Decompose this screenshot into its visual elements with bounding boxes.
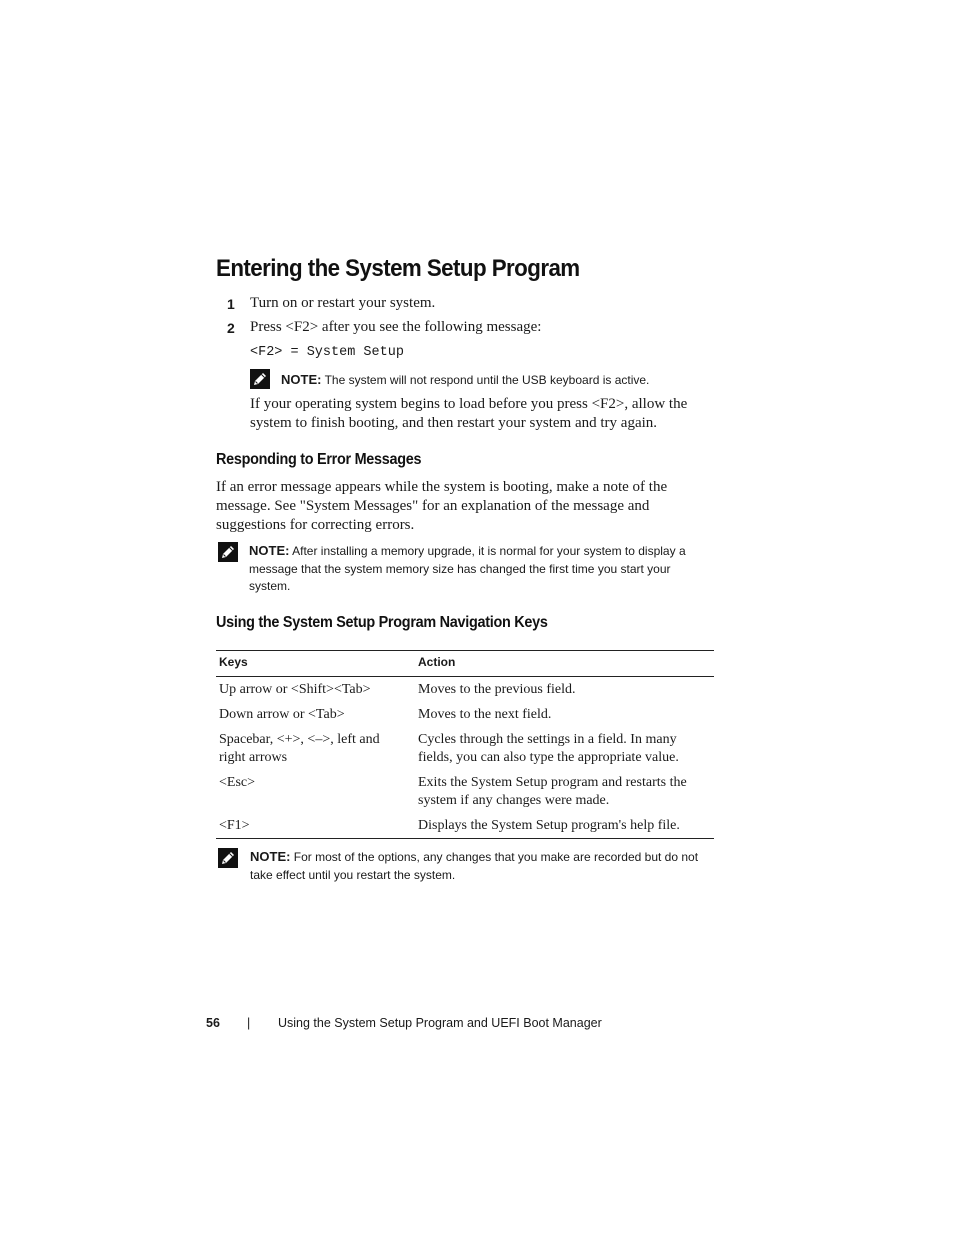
paragraph-line: message. See "System Messages" for an explanation of the message and <box>216 498 650 514</box>
system-message-code: <F2> = System Setup <box>250 345 404 360</box>
cell-line: Cycles through the settings in a field. In many <box>418 732 677 747</box>
step-text-2: Press <F2> after you see the following message: <box>250 319 542 335</box>
note-pencil-icon <box>218 848 238 868</box>
table-header-row <box>216 651 714 677</box>
paragraph-boot <box>250 395 720 433</box>
table-row <box>216 702 714 727</box>
cell-line: fields, you can also type the appropriate value. <box>418 750 679 765</box>
cell-line: <F1> <box>219 818 250 833</box>
note-usb-keyboard <box>281 371 721 390</box>
footer-chapter-title: Using the System Setup Program and UEFI Boot Manager <box>278 1016 602 1030</box>
table-row <box>216 727 714 770</box>
note-pencil-icon <box>250 369 270 389</box>
table-cell-action <box>415 702 714 727</box>
column-header-action: Action <box>415 651 714 677</box>
cell-line: system if any changes were made. <box>418 793 610 808</box>
step-number-1: 1 <box>227 296 235 312</box>
column-header-keys: Keys <box>216 651 415 677</box>
note-text: The system will not respond until the USB keyboard is active. <box>324 373 650 387</box>
table-cell-keys <box>216 727 415 770</box>
cell-line: Spacebar, <+>, <–>, left and <box>219 732 380 747</box>
note-text: system. <box>249 579 291 593</box>
note-label: NOTE: <box>281 372 322 387</box>
cell-line: right arrows <box>219 750 288 765</box>
note-pencil-icon <box>218 542 238 562</box>
step-text-1: Turn on or restart your system. <box>250 295 436 311</box>
table-cell-keys <box>216 702 415 727</box>
cell-line: Up arrow or <Shift><Tab> <box>219 682 371 697</box>
table-cell-keys <box>216 770 415 813</box>
paragraph-line: If your operating system begins to load before you press <F2>, allow the <box>250 396 688 412</box>
table-cell-action <box>415 727 714 770</box>
note-text: After installing a memory upgrade, it is normal for your system to display a <box>292 544 686 558</box>
note-label: NOTE: <box>249 543 290 558</box>
heading-navigation-keys: Using the System Setup Program Navigation Keys <box>216 614 548 631</box>
step-number-2: 2 <box>227 320 235 336</box>
note-text: take effect until you restart the system. <box>250 867 456 882</box>
cell-line: Moves to the next field. <box>418 707 552 722</box>
paragraph-line: suggestions for correcting errors. <box>216 517 415 533</box>
table-row <box>216 770 714 813</box>
table-cell-action <box>415 677 714 703</box>
paragraph-line: system to finish booting, and then restart your system and try again. <box>250 415 658 431</box>
cell-line: Displays the System Setup program's help file. <box>418 818 680 833</box>
cell-line: Down arrow or <Tab> <box>219 707 345 722</box>
table-row <box>216 677 714 703</box>
paragraph-error-messages <box>216 478 716 535</box>
cell-line: <Esc> <box>219 775 256 790</box>
page-number: 56 <box>206 1016 220 1030</box>
note-text: For most of the options, any changes that you make are recorded but do not <box>293 850 699 864</box>
note-text: message that the system memory size has changed the first time you start your <box>249 561 671 576</box>
note-options-restart <box>250 848 720 884</box>
note-label: NOTE: <box>250 849 291 864</box>
heading-error-messages: Responding to Error Messages <box>216 451 422 468</box>
cell-line: Moves to the previous field. <box>418 682 576 697</box>
paragraph-line: If an error message appears while the system is booting, make a note of the <box>216 479 668 495</box>
table-row <box>216 813 714 839</box>
navigation-keys-table <box>216 650 714 839</box>
table-cell-keys <box>216 677 415 703</box>
cell-line: Exits the System Setup program and restarts the <box>418 775 687 790</box>
footer-separator: | <box>247 1016 251 1030</box>
page-title: Entering the System Setup Program <box>216 255 580 282</box>
table-cell-action <box>415 813 714 839</box>
table-cell-keys <box>216 813 415 839</box>
table-cell-action <box>415 770 714 813</box>
note-memory-upgrade <box>249 542 719 596</box>
